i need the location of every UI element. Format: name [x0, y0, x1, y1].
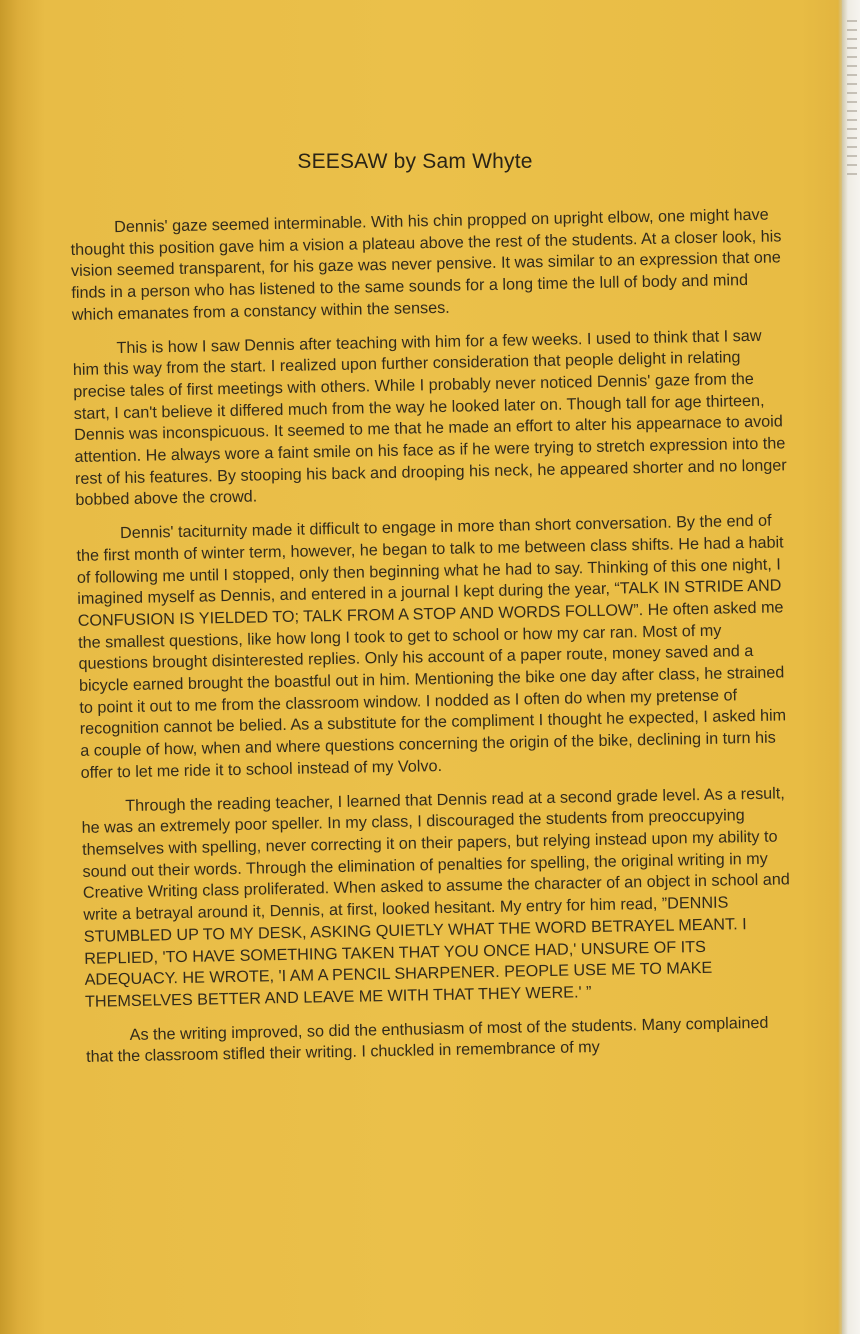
binding-marks	[847, 20, 857, 180]
paragraph-3: Dennis' taciturnity made it difficult to engage in more than short conversation. By the end of the first month of winter term, however, he began to talk to me between class shifts. He had a habit of following me until I stopped, only then beginning what he had to say. Thinking of this one night, I imagined myself as Dennis, and entered in a journal I kept during the year, “TALK IN STRIDE AND CONFUSION IS YIELDED TO; TALK FROM A STOP AND WORDS FOLLOW”. He often asked me the smallest questions, like how long I took to get to school or how my car ran. Most of my questions brought disinterested replies. Only his account of a paper route, money saved and a bicycle earned brought the boastful out in him. Mentioning the bike one day after class, he strained to point it out to me from the classroom window. I nodded as I often do when my pretense of recognition cannot be belied. As a substitute for the compliment I thought he expected, I asked him a couple of how, when and where questions concerning the origin of the bike, declining in turn his offer to let me ride it to school instead of my Volvo.	[76, 511, 787, 782]
article-body	[70, 204, 798, 1081]
paragraph-5: As the writing improved, so did the enthusiasm of most of the students. Many complained that the classroom stifled their writing. I chuckled in remembrance of my	[85, 1013, 769, 1067]
paragraph-4: Through the reading teacher, I learned that Dennis read at a second grade level. As a result, he was an extremely poor speller. In my class, I discouraged the students from preoccupying themselves with spelling, never correcting it on their papers, but relying instead upon my ability to sound out their words. Through the elimination of penalties for spelling, the original writing in my Creative Writing class proliferated. When asked to assume the character of an object in school and write a betrayal around it, Dennis, at first, looked hesitant. My entry for him read, ”DENNIS STUMBLED UP TO MY DESK, ASKING QUIETLY WHAT THE WORD BETRAYEL MEANT. I REPLIED, 'TO HAVE SOMETHING TAKEN THAT YOU ONCE HAD,' UNSURE OF ITS ADEQUACY. HE WROTE, 'I AM A PENCIL SHARPENER. PEOPLE USE ME TO MAKE THEMSELVES BETTER AND LEAVE ME WITH THAT THEY WERE.' ”	[81, 783, 790, 1011]
paragraph-1: Dennis' gaze seemed interminable. With his chin propped on upright elbow, one might have thought this position gave him a vision a plateau above the rest of the students. At a closer look, his vision seemed transparent, for his gaze was never pensive. It was similar to an expression that one finds in a person who has listened to the same sounds for a long time the lull of body and mind which emanates from a constancy within the senses.	[70, 205, 782, 324]
page-binding-edge	[842, 0, 860, 1334]
paragraph-2: This is how I saw Dennis after teaching with him for a few weeks. I used to think that I saw him this way from the start. I realized upon further consideration that people delight in relating precise tales of first meetings with others. While I probably never noticed Dennis' gaze from the start, I can't believe it differed much from the way he looked later on. Though tall for age thirteen, Dennis was inconspicuous. It seemed to me that he made an effort to alter his appearnace to avoid attention. He always wore a faint smile on his face as if he were trying to stretch expression into the rest of his features. By stooping his back and drooping his neck, he appeared shorter and no longer bobbed above the crowd.	[72, 326, 787, 510]
article-title: SEESAW by Sam Whyte	[297, 150, 533, 173]
